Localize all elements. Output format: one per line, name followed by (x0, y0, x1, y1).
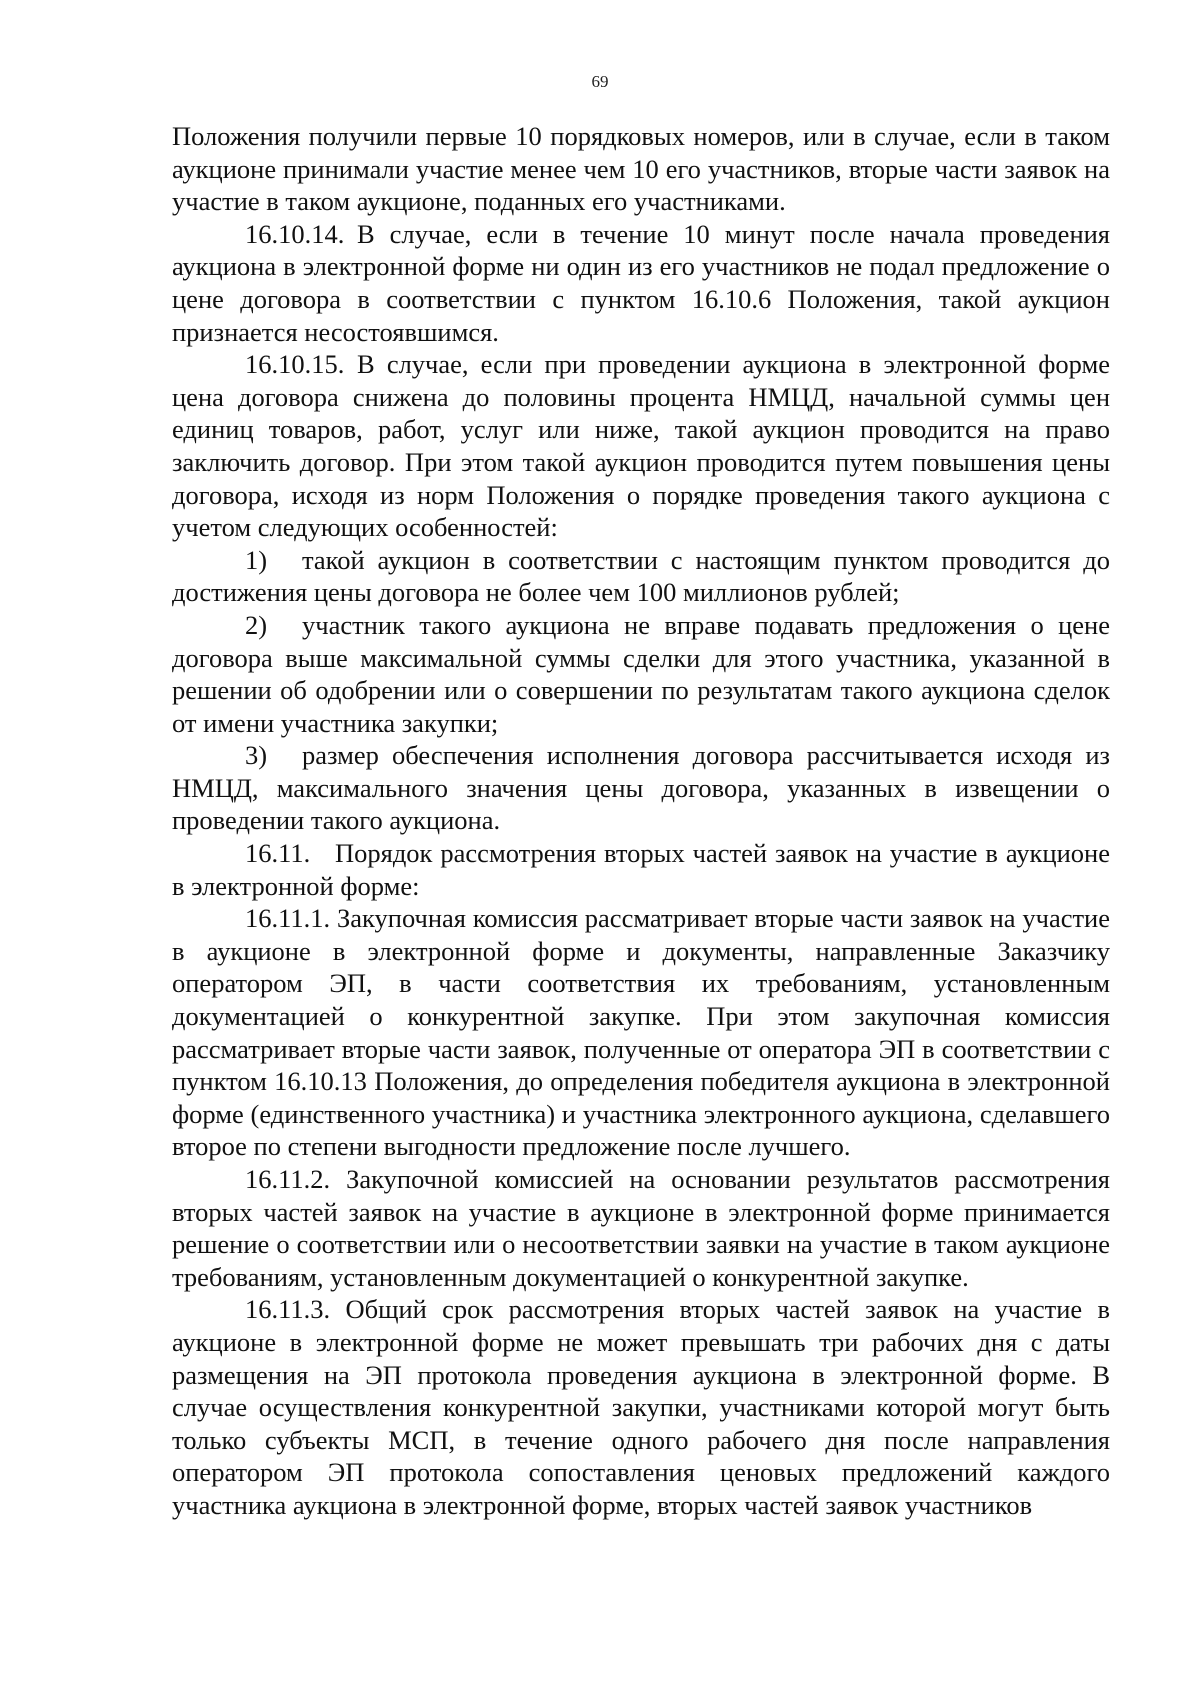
list-marker: 3) (245, 740, 268, 771)
paragraph-16-10-15 (172, 348, 1110, 544)
list-marker: 2) (245, 609, 268, 640)
clause-number: 16.11.2. (245, 1164, 331, 1194)
paragraph-16-11-3 (172, 1293, 1110, 1521)
clause-number: 16.10.14. (245, 218, 345, 249)
list-item-3 (172, 739, 1110, 837)
paragraph-16-11-2 (172, 1163, 1110, 1293)
paragraph-text: Порядок рассмотрения вторых частей заявок на участие в аукционе в электронной форме: (172, 838, 1110, 901)
paragraph-text: В случае, если в течение 10 минут после начала проведения аукциона в электронной форме ни один из его участников не подал предложение о цене договора в соответствии с пунктом 16.10.6 Положения, такой аукцион признается несостоявшимся. (172, 218, 1110, 347)
page-number: 69 (591, 72, 609, 91)
paragraph-16-11 (172, 837, 1110, 902)
paragraph-text: Закупочной комиссией на основании результатов рассмотрения вторых частей заявок на участие в аукционе в электронной форме принимается решение о соответствии или о несоответствии заявки на участие в таком аукционе требованиям, установленным документацией о конкурентной закупке. (172, 1164, 1110, 1292)
list-item-2 (172, 609, 1110, 739)
clause-number: 16.11.3. (245, 1294, 331, 1325)
clause-number: 16.10.15. (245, 349, 345, 380)
paragraph-text: Закупочная комиссия рассматривает вторые части заявок на участие в аукционе в электронной форме и документы, направленные Заказчику оператором ЭП, в части соответствия их требованиям, установленным документацией о конкурентной закупке. При этом закупочная комиссия рассматривает вторые части заявок, полученные от оператора ЭП в соответствии с пунктом 16.10.13 Положения, до определения победителя аукциона в электронной форме (единственного участника) и участника электронного аукциона, сделавшего второе по степени выгодности предложение после лучшего. (172, 903, 1110, 1162)
paragraph-16-10-14 (172, 218, 1110, 348)
clause-number: 16.11.1. (245, 903, 331, 934)
list-marker: 1) (245, 544, 268, 575)
paragraph-text: Положения получили первые 10 порядковых номеров, или в случае, если в таком аукционе принимали участие менее чем 10 его участников, вторые части заявок на участие в таком аукционе, поданных его участниками. (172, 121, 1110, 217)
document-body (172, 120, 1110, 1522)
paragraph-text: размер обеспечения исполнения договора рассчитывается исходя из НМЦД, максимального значения цены договора, указанных в извещении о проведении такого аукциона. (172, 740, 1110, 836)
paragraph-continuation (172, 120, 1110, 218)
paragraph-text: Общий срок рассмотрения вторых частей заявок на участие в аукционе в электронной форме не может превышать три рабочих дня с даты размещения на ЭП протокола проведения аукциона в электронной форме. В случае осуществления конкурентной закупки, участниками которой могут быть только субъекты МСП, в течение одного рабочего дня после направления оператором ЭП протокола сопоставления ценовых предложений каждого участника аукциона в электронной форме, вторых частей заявок участников (172, 1294, 1110, 1520)
paragraph-text: В случае, если при проведении аукциона в электронной форме цена договора снижена до половины процента НМЦД, начальной суммы цен единиц товаров, работ, услуг или ниже, такой аукцион проводится на право заключить договор. При этом такой аукцион проводится путем повышения цены договора, исходя из норм Положения о порядке проведения такого аукциона с учетом следующих особенностей: (172, 349, 1110, 543)
paragraph-text: такой аукцион в соответствии с настоящим пунктом проводится до достижения цены договора не более чем 100 миллионов рублей; (172, 544, 1110, 608)
paragraph-text: участник такого аукциона не вправе подавать предложения о цене договора выше максимальной суммы сделки для этого участника, указанной в решении об одобрении или о совершении по результатам такого аукциона сделок от имени участника закупки; (172, 609, 1110, 738)
paragraph-16-11-1 (172, 902, 1110, 1163)
list-item-1 (172, 544, 1110, 609)
clause-number: 16.11. (245, 838, 311, 869)
